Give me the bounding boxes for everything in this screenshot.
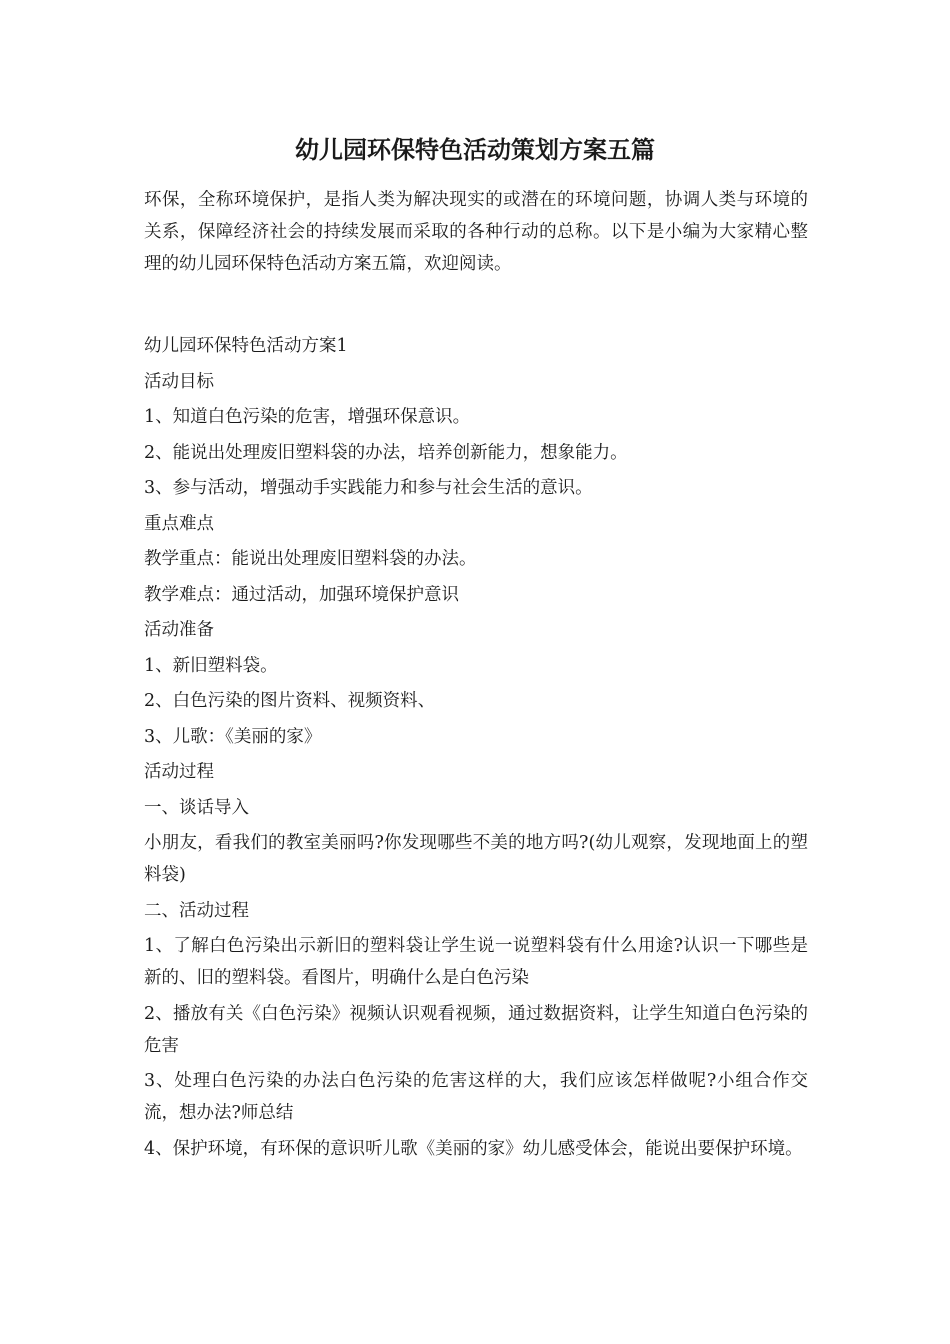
- list-item: 教学难点：通过活动，加强环境保护意识: [144, 584, 459, 605]
- intro-paragraph: 环保，全称环境保护，是指人类为解决现实的或潜在的环境问题，协调人类与环境的关系，保障经济社会的持续发展而采取的各种行动的总称。以下是小编为大家精心整理的幼儿园环保特色活动方案五篇，欢迎阅读。: [144, 190, 808, 274]
- subheading-process: 活动过程: [144, 762, 214, 782]
- document-title: 幼儿园环保特色活动策划方案五篇: [295, 135, 655, 164]
- list-item: 1、新旧塑料袋。: [144, 655, 278, 676]
- list-item: 3、处理白色污染的办法白色污染的危害这样的大，我们应该怎样做呢?小组合作交流，想办法?师总结: [144, 1071, 808, 1123]
- section-heading: 幼儿园环保特色活动方案1: [144, 336, 348, 356]
- list-item: 教学重点：能说出处理废旧塑料袋的办法。: [144, 549, 477, 569]
- subheading-preparation: 活动准备: [144, 620, 214, 640]
- list-item: 1、了解白色污染出示新旧的塑料袋让学生说一说塑料袋有什么用途?认识一下哪些是新的、旧的塑料袋。看图片，明确什么是白色污染: [144, 936, 808, 988]
- subheading-activity: 二、活动过程: [144, 900, 249, 921]
- list-item: 2、白色污染的图片资料、视频资料、: [144, 691, 436, 711]
- document-body: [144, 330, 808, 1168]
- list-item: 1、知道白色污染的危害，增强环保意识。: [144, 407, 471, 427]
- list-item: 3、参与活动，增强动手实践能力和参与社会生活的意识。: [144, 478, 593, 498]
- subheading-key-points: 重点难点: [144, 513, 214, 534]
- list-item: 4、保护环境，有环保的意识听儿歌《美丽的家》幼儿感受体会，能说出要保护环境。: [144, 1138, 803, 1159]
- list-item: 2、播放有关《白色污染》视频认识观看视频，通过数据资料，让学生知道白色污染的危害: [144, 1003, 808, 1056]
- list-item: 2、能说出处理废旧塑料袋的办法，培养创新能力，想象能力。: [144, 442, 628, 463]
- subheading-intro-talk: 一、谈话导入: [144, 797, 249, 818]
- list-item: 3、儿歌：《美丽的家》: [144, 726, 322, 747]
- paragraph: 小朋友，看我们的教室美丽吗?你发现哪些不美的地方吗?(幼儿观察，发现地面上的塑料袋): [144, 833, 808, 885]
- subheading-goals: 活动目标: [144, 371, 214, 392]
